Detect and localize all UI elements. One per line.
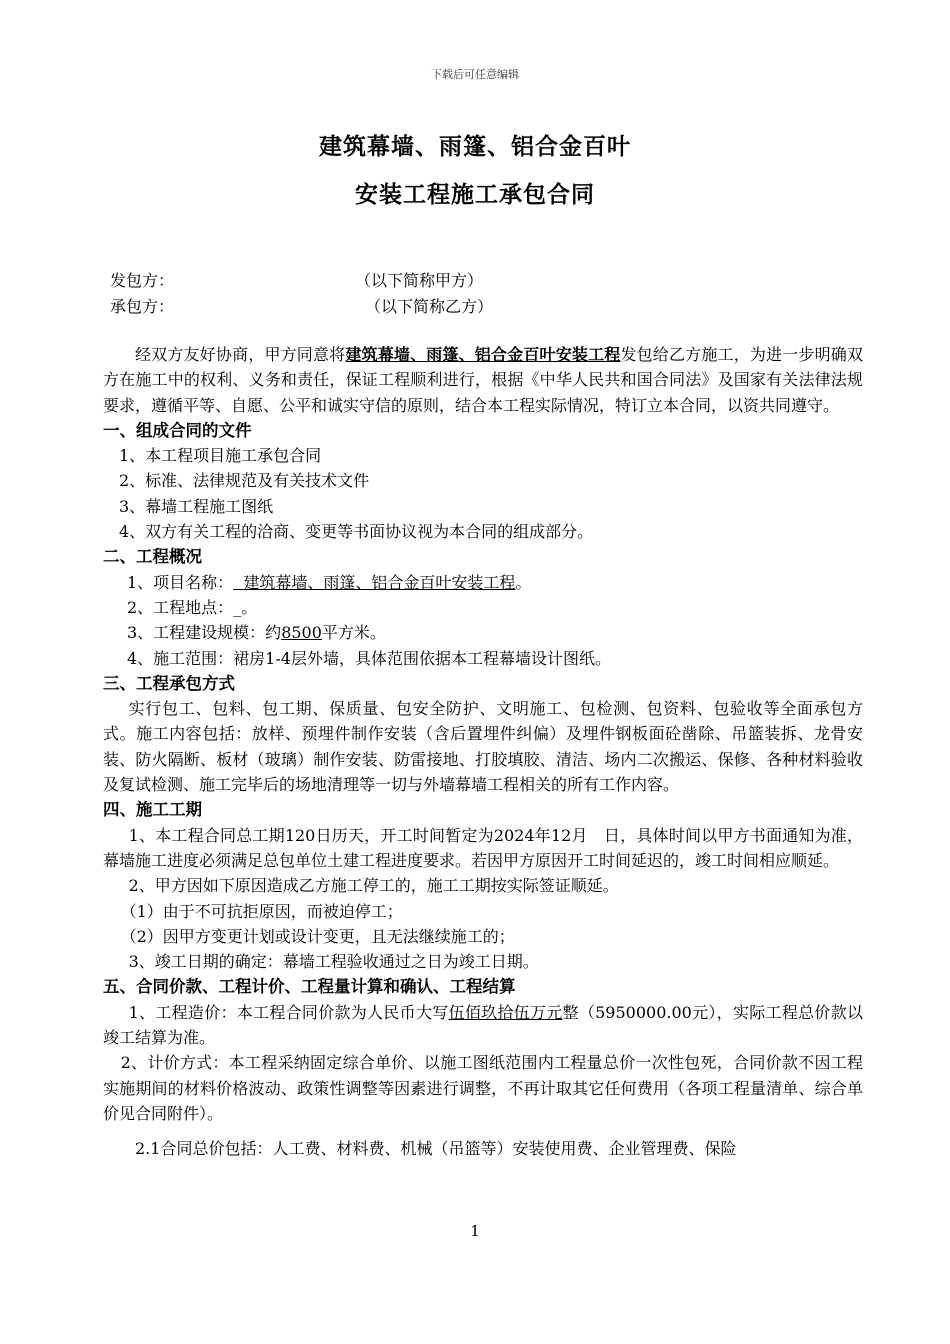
section-2-item-1: 1、项目名称： 建筑幕墙、雨篷、铝合金百叶安装工程。 xyxy=(127,572,532,592)
party-a-label: 发包方： xyxy=(110,271,175,290)
intro-paragraph xyxy=(103,342,863,418)
project-location-value: _ xyxy=(233,597,242,617)
section-4-p3: （1）由于不可抗拒原因，而被迫停工； xyxy=(120,901,403,921)
header-note: 下载后可任意编辑 xyxy=(431,68,519,81)
section-5-p2: 2、计价方式：本工程采纳固定综合单价、以施工图纸范围内工程量总价一次性包死，合同价款不因工程实施期间的材料价格波动、政策性调整等因素进行调整，不再计取其它任何费用（各项工程量清单、综合单价见合同附件）。 xyxy=(103,1053,863,1123)
party-b xyxy=(110,294,494,317)
project-name-value: 建筑幕墙、雨篷、铝合金百叶安装工程 xyxy=(243,572,516,592)
section-1-item-3: 3、幕墙工程施工图纸 xyxy=(119,496,274,516)
party-b-label: 承包方： xyxy=(110,297,175,316)
section-4-p2: 2、甲方因如下原因造成乙方施工停工的，施工工期按实际签证顺延。 xyxy=(128,876,619,896)
section-4-p4: （2）因甲方变更计划或设计变更，且无法继续施工的； xyxy=(120,926,515,946)
contract-body xyxy=(103,342,863,1162)
contract-amount-words: 伍佰玖拾伍万元 xyxy=(448,1002,563,1022)
section-4-heading: 四、施工工期 xyxy=(103,800,202,820)
section-2-item-3: 3、工程建设规模：约8500平方米。 xyxy=(127,623,386,643)
section-1-heading: 一、组成合同的文件 xyxy=(103,420,252,440)
intro-project-name: 建筑幕墙、雨篷、铝合金百叶安装工程 xyxy=(345,345,621,364)
project-location-label: 2、工程地点： xyxy=(127,597,234,617)
section-5-p3: 2.1合同总价包括：人工费、材料费、机械（吊篮等）安装使用费、企业管理费、保险 xyxy=(135,1139,737,1159)
project-scale-value: 8500 xyxy=(281,623,322,643)
section-3-text: 实行包工、包料、包工期、保质量、包安全防护、文明施工、包检测、包资料、包验收等全面承包方式。施工内容包括：放样、预埋件制作安装（含后置埋件纠偏）及埋件钢板面砼凿除、吊篮装拆、龙骨安装、防火隔断、板材（玻璃）制作安装、防雷接地、打胶填胶、清洁、场内二次搬运、保修、各种材料验收及复试检测、施工完毕后的场地清理等一切与外墙幕墙工程相关的所有工作内容。 xyxy=(103,699,863,795)
section-2-item-2: 2、工程地点：_。 xyxy=(127,597,258,617)
section-1-item-1: 1、本工程项目施工承包合同 xyxy=(119,446,322,466)
section-5-heading: 五、合同价款、工程计价、工程量计算和确认、工程结算 xyxy=(103,977,516,997)
section-3-heading: 三、工程承包方式 xyxy=(103,673,235,693)
intro-after: 发包给乙方施工，为进一步明确双方在施工中的权利、义务和责任，保证工程顺利进行，根据《中华人民共和国合同法》及国家有关法律法规要求，遵循平等、自愿、公平和诚实守信的原则，结合本工程实际情况，特订立本合同，以资共同遵守。 xyxy=(103,345,863,415)
section-5-p1: 1、工程造价：本工程合同价款为人民币大写伍佰玖拾伍万元整（5950000.00元），实际工程总价款以竣工结算为准。 xyxy=(103,1002,863,1048)
section-1-item-4: 4、双方有关工程的洽商、变更等书面协议视为本合同的组成部分。 xyxy=(119,522,594,542)
project-scale-label: 3、工程建设规模：约 xyxy=(127,623,282,643)
contract-title-line1: 建筑幕墙、雨篷、铝合金百叶 xyxy=(319,133,631,160)
party-b-note: （以下简称乙方） xyxy=(365,297,494,316)
intro-before: 经双方友好协商，甲方同意将 xyxy=(135,345,346,364)
party-a-note: （以下简称甲方） xyxy=(355,271,484,290)
page-number: 1 xyxy=(470,1222,480,1240)
section-2-item-4: 4、施工范围：裙房1-4层外墙，具体范围依据本工程幕墙设计图纸。 xyxy=(127,648,611,668)
contract-title-line2: 安装工程施工承包合同 xyxy=(355,181,595,208)
section-2-heading: 二、工程概况 xyxy=(103,547,202,567)
section-1-item-2: 2、标准、法律规范及有关技术文件 xyxy=(119,471,370,491)
party-a xyxy=(110,268,484,291)
section-4-p1: 1、本工程合同总工期120日历天，开工时间暂定为2024年12月 日，具体时间以甲方书面通知为准，幕墙施工进度必须满足总包单位土建工程进度要求。若因甲方原因开工时间延迟的，竣工时间相应顺延。 xyxy=(103,825,863,870)
project-name-label: 1、项目名称： xyxy=(127,572,234,592)
section-4-p5: 3、竣工日期的确定：幕墙工程验收通过之日为竣工日期。 xyxy=(128,952,539,972)
